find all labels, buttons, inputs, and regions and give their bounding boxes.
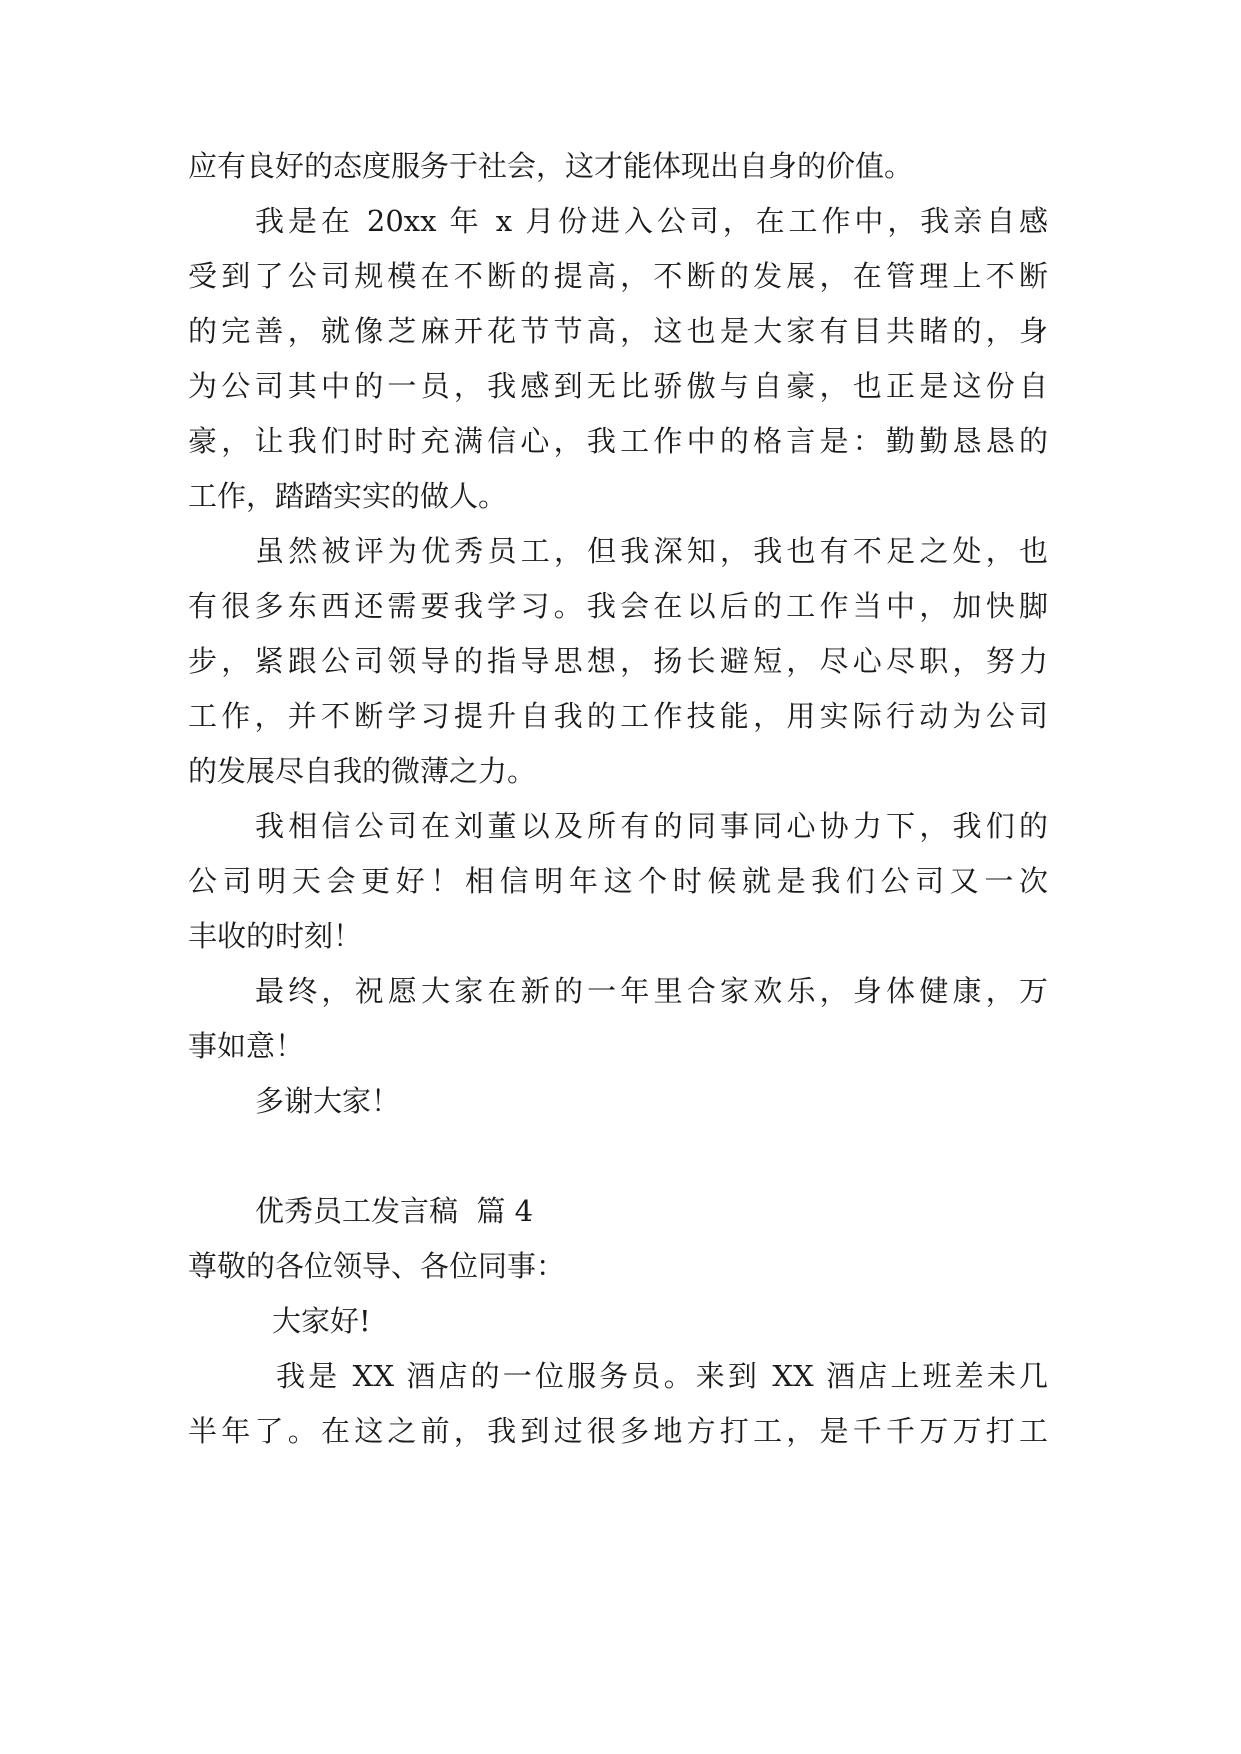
paragraph-line: 有很多东西还需要我学习。我会在以后的工作当中，加快脚: [188, 589, 1048, 623]
paragraph-line: 虽然被评为优秀员工，但我深知，我也有不足之处，也: [255, 534, 1048, 568]
paragraph-line: 豪，让我们时时充满信心，我工作中的格言是：勤勤恳恳的: [188, 424, 1048, 458]
paragraph-line: 事如意！: [188, 1029, 305, 1063]
paragraph-line: 丰收的时刻！: [188, 919, 363, 953]
paragraph-line: 我是 XX 酒店的一位服务员。来到 XX 酒店上班差未几: [276, 1359, 1048, 1393]
paragraph-line: 为公司其中的一员，我感到无比骄傲与自豪，也正是这份自: [188, 369, 1048, 403]
paragraph-line: 步，紧跟公司领导的指导思想，扬长避短，尽心尽职，努力: [188, 644, 1048, 678]
paragraph-line: 半年了。在这之前，我到过很多地方打工，是千千万万打工: [188, 1414, 1048, 1448]
paragraph-line: 多谢大家！: [255, 1084, 401, 1118]
section-heading: 优秀员工发言稿 篇 4: [255, 1194, 534, 1228]
paragraph-line: 我是在 20xx 年 x 月份进入公司，在工作中，我亲自感: [255, 204, 1048, 238]
paragraph-line: 的发展尽自我的微薄之力。: [188, 754, 537, 788]
paragraph-line: 工作，踏踏实实的做人。: [188, 479, 508, 513]
paragraph-line: 公司明天会更好！相信明年这个时候就是我们公司又一次: [188, 864, 1048, 898]
paragraph-line: 受到了公司规模在不断的提高，不断的发展，在管理上不断: [188, 259, 1048, 293]
paragraph-line: 的完善，就像芝麻开花节节高，这也是大家有目共睹的，身: [188, 314, 1048, 348]
paragraph-line: 最终，祝愿大家在新的一年里合家欢乐，身体健康，万: [255, 974, 1048, 1008]
greeting-line: 大家好!: [272, 1304, 371, 1338]
paragraph-line: 应有良好的态度服务于社会，这才能体现出自身的价值。: [188, 149, 914, 183]
paragraph-line: 我相信公司在刘董以及所有的同事同心协力下，我们的: [255, 809, 1048, 843]
paragraph-line: 工作，并不断学习提升自我的工作技能，用实际行动为公司: [188, 699, 1048, 733]
salutation-line: 尊敬的各位领导、各位同事：: [188, 1249, 566, 1283]
